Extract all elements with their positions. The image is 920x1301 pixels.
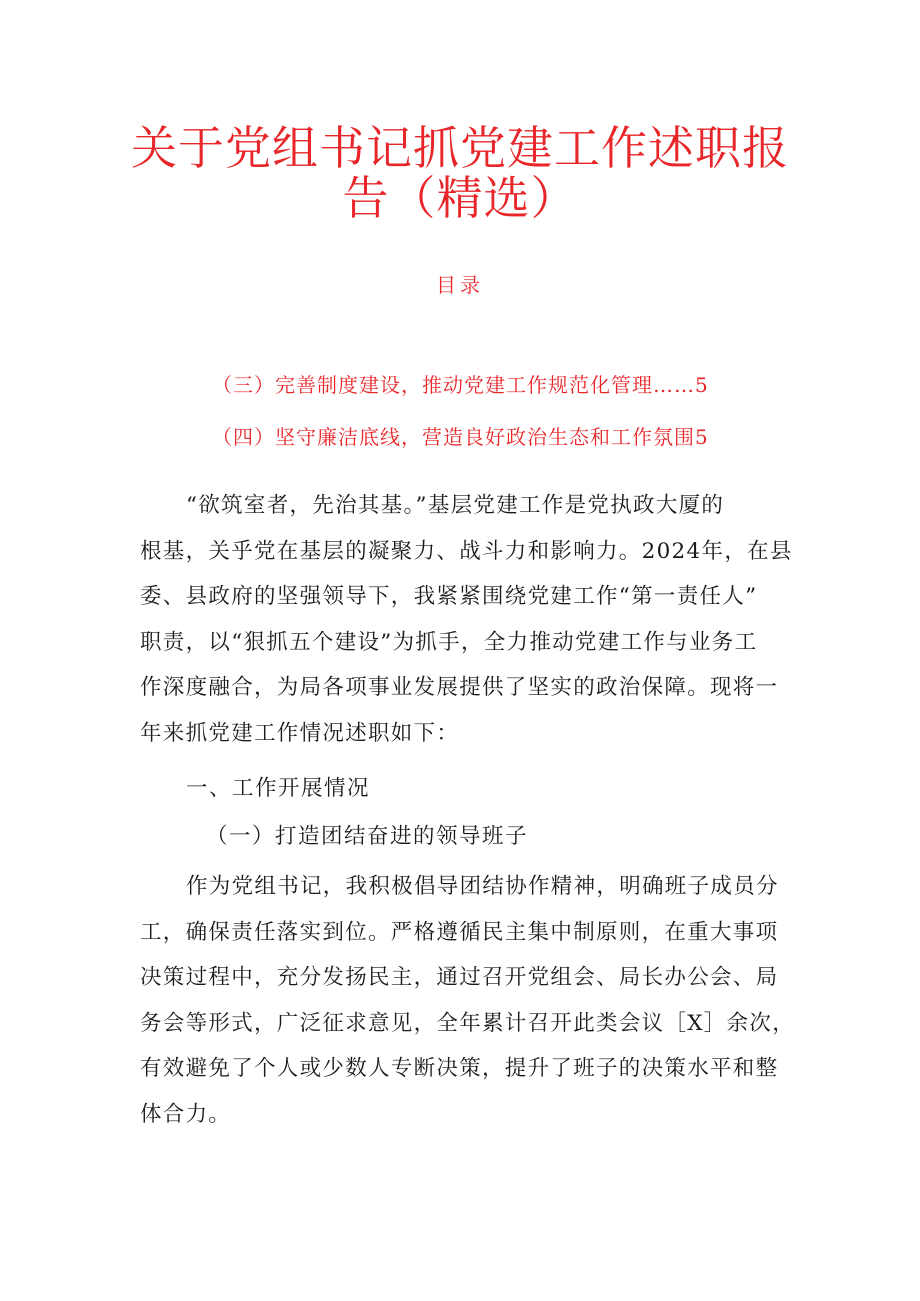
- paragraph-line: 工，确保责任落实到位。严格遵循民主集中制原则，在重大事项: [140, 919, 779, 945]
- leadership-paragraph: [140, 864, 796, 1137]
- document-title-line2: 告（精选）: [342, 171, 578, 225]
- paragraph-line: 体合力。: [140, 1101, 232, 1127]
- paragraph-line: “欲筑室者，先治其基。”基层党建工作是党执政大厦的: [186, 493, 725, 518]
- intro-paragraph: [140, 483, 793, 756]
- paragraph-line: 年来抓党建工作情况述职如下：: [140, 720, 460, 746]
- section-heading: 一、工作开展情况: [186, 776, 371, 801]
- toc-heading: 目录: [436, 273, 484, 297]
- document-title-line1: 关于党组书记抓党建工作述职报: [131, 121, 789, 175]
- paragraph-line: 根基，关乎党在基层的凝聚力、战斗力和影响力。2024年，在县: [140, 538, 793, 564]
- paragraph-line: 作深度融合，为局各项事业发展提供了坚实的政治保障。现将一: [140, 675, 779, 700]
- paragraph-line: 务会等形式，广泛征求意见，全年累计召开此类会议［X］余次，: [140, 1010, 796, 1036]
- paragraph-line: 有效避免了个人或少数人专断决策，提升了班子的决策水平和整: [140, 1056, 779, 1081]
- toc-item-4[interactable]: （四）坚守廉洁底线，营造良好政治生态和工作氛围5: [212, 425, 709, 449]
- paragraph-line: 委、县政府的坚强领导下，我紧紧围绕党建工作“第一责任人”: [140, 584, 758, 609]
- subsection-heading: （一）打造团结奋进的领导班子: [206, 824, 529, 849]
- paragraph-line: 决策过程中，充分发扬民主，通过召开党组会、局长办公会、局: [140, 965, 779, 990]
- toc-item-3[interactable]: （三）完善制度建设，推动党建工作规范化管理……5: [212, 373, 709, 397]
- paragraph-line: 职责，以“狠抓五个建设”为抓手，全力推动党建工作与业务工: [140, 629, 758, 655]
- paragraph-line: 作为党组书记，我积极倡导团结协作精神，明确班子成员分: [186, 874, 779, 899]
